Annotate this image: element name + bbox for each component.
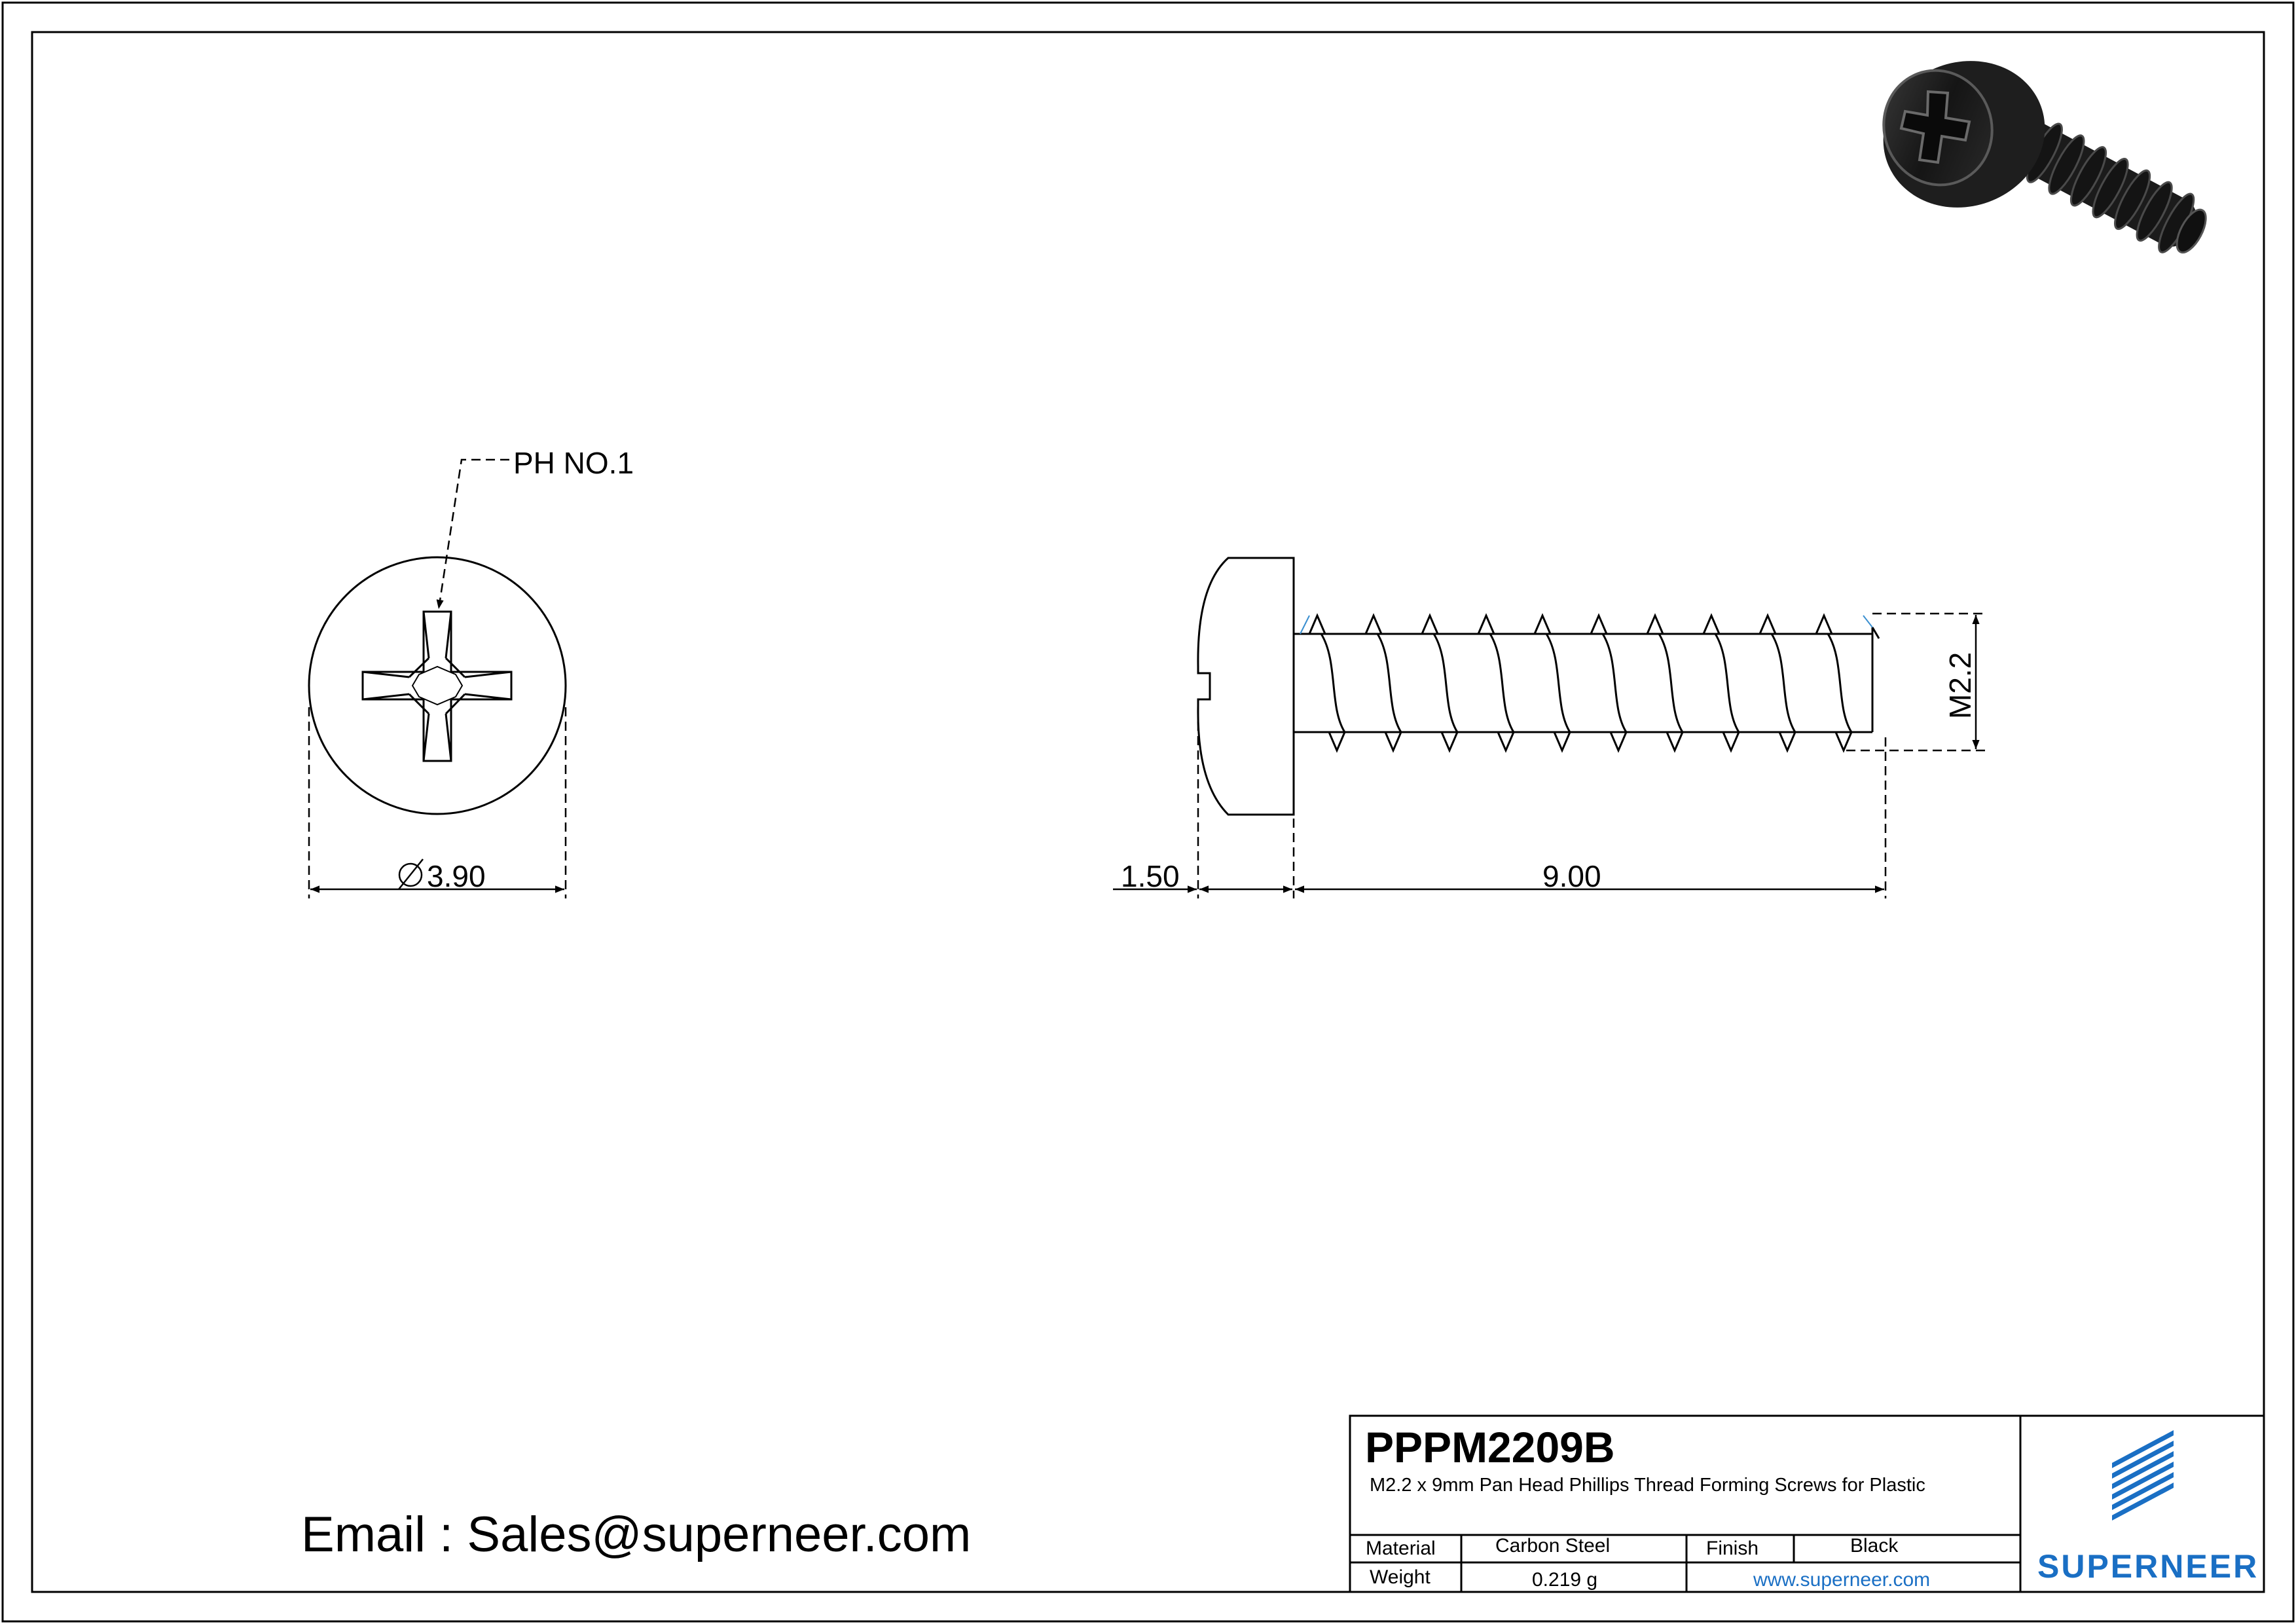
brand-name: SUPERNEER <box>2037 1548 2259 1585</box>
finish-label: Finish <box>1706 1538 1759 1559</box>
thread-flank <box>1659 634 1683 732</box>
screw-3d-render-icon <box>1863 39 2216 265</box>
part-number: PPPM2209B <box>1365 1423 1615 1471</box>
thread-flank <box>1603 634 1626 732</box>
thread-diameter-value: M2.2 <box>1943 652 1977 719</box>
thread-crest-bottom <box>1723 732 1739 750</box>
thread-crest-bottom <box>1329 732 1345 750</box>
thread-crest-bottom <box>1836 732 1851 750</box>
thread-crest-bottom <box>1385 732 1401 750</box>
thread-crest-top <box>1366 616 1381 634</box>
thread-flank <box>1546 634 1570 732</box>
thread-crest-top <box>1478 616 1494 634</box>
superneer-logo-icon <box>2112 1430 2174 1521</box>
thread-crest-bottom <box>1442 732 1457 750</box>
drive-callout-label: PH NO.1 <box>513 446 634 480</box>
weight-label: Weight <box>1370 1566 1430 1588</box>
thread-crest-top <box>1309 616 1325 634</box>
thread-flank <box>1490 634 1514 732</box>
part-description: M2.2 x 9mm Pan Head Phillips Thread Forming Screws for Plastic <box>1370 1475 1925 1496</box>
thread-crest-top <box>1647 616 1663 634</box>
material-value: Carbon Steel <box>1495 1535 1611 1557</box>
thread-crest-bottom <box>1498 732 1514 750</box>
thread-crest-top <box>1422 616 1438 634</box>
thread-crest-top <box>1591 616 1607 634</box>
thread-flank <box>1772 634 1795 732</box>
weight-value: 0.219 g <box>1532 1569 1598 1591</box>
drive-callout-leader <box>439 460 509 609</box>
website-link[interactable]: www.superneer.com <box>1753 1569 1931 1591</box>
thread-crest-bottom <box>1779 732 1795 750</box>
head-height-value: 1.50 <box>1121 859 1180 893</box>
thread-flank <box>1377 634 1401 732</box>
thread-crest-top <box>1704 616 1719 634</box>
finish-value: Black <box>1850 1535 1899 1557</box>
thread-crest-top <box>1816 616 1832 634</box>
thread-crest-bottom <box>1667 732 1683 750</box>
length-value: 9.00 <box>1542 859 1601 893</box>
thread-crest-bottom <box>1611 732 1626 750</box>
diameter-symbol-icon <box>399 859 423 889</box>
thread-flank <box>1434 634 1457 732</box>
material-label: Material <box>1366 1538 1436 1559</box>
diameter-dimension-value: 3.90 <box>427 859 486 893</box>
inner-frame <box>32 32 2264 1592</box>
head-top-view <box>309 557 566 814</box>
thread-flank <box>1715 634 1739 732</box>
outer-frame <box>3 3 2293 1621</box>
thread-flank <box>1321 634 1345 732</box>
contact-email: Email : Sales@superneer.com <box>301 1507 972 1562</box>
thread-crest-top <box>1535 616 1550 634</box>
thread-flank <box>1828 634 1851 732</box>
screw-side-view <box>1198 558 1879 815</box>
thread-profile <box>1309 616 1851 750</box>
thread-crest-bottom <box>1554 732 1570 750</box>
thread-accent <box>1300 616 1872 634</box>
thread-crest-top <box>1760 616 1776 634</box>
